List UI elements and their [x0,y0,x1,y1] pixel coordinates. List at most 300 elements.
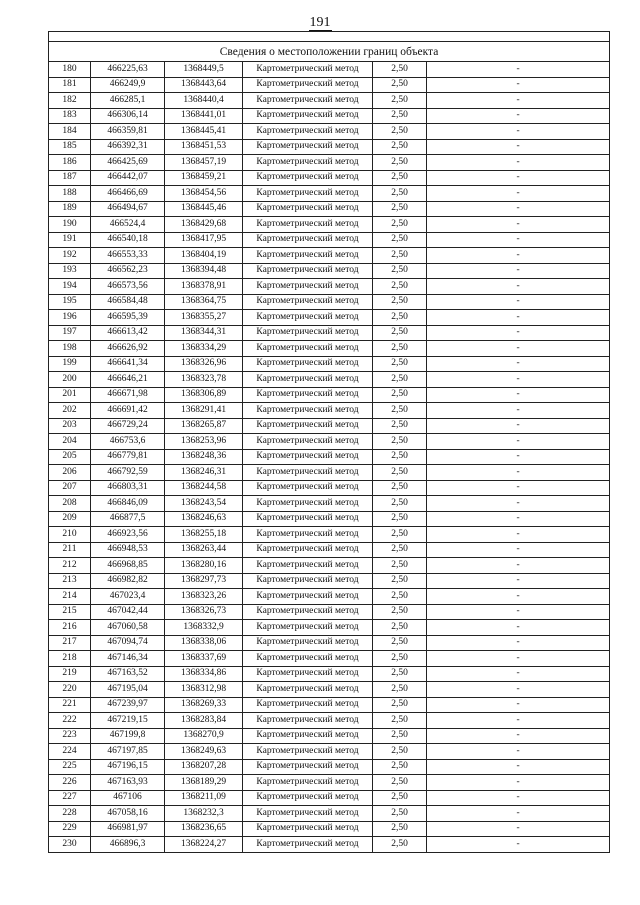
y-coordinate-cell: 1368440,4 [165,93,243,109]
y-coordinate-cell: 1368189,29 [165,775,243,791]
y-coordinate-cell: 1368269,33 [165,697,243,713]
x-coordinate-cell: 466425,69 [91,155,165,171]
description-cell: - [427,155,610,171]
method-cell: Картометрический метод [243,387,373,403]
table-row [49,542,610,558]
x-coordinate-cell: 467219,15 [91,713,165,729]
y-coordinate-cell: 1368429,68 [165,217,243,233]
y-coordinate-cell: 1368263,44 [165,542,243,558]
method-cell: Картометрический метод [243,217,373,233]
y-coordinate-cell: 1368449,5 [165,62,243,78]
y-coordinate-cell: 1368253,96 [165,434,243,450]
table-row [49,263,610,279]
accuracy-cell: 2,50 [373,403,427,419]
y-coordinate-cell: 1368417,95 [165,232,243,248]
table-row [49,108,610,124]
description-cell: - [427,806,610,822]
x-coordinate-cell: 466846,09 [91,496,165,512]
description-cell: - [427,434,610,450]
accuracy-cell: 2,50 [373,93,427,109]
method-cell: Картометрический метод [243,155,373,171]
method-cell: Картометрический метод [243,651,373,667]
y-coordinate-cell: 1368457,19 [165,155,243,171]
table-row [49,387,610,403]
accuracy-cell: 2,50 [373,248,427,264]
description-cell: - [427,217,610,233]
x-coordinate-cell: 466877,5 [91,511,165,527]
accuracy-cell: 2,50 [373,511,427,527]
table-row [49,232,610,248]
y-coordinate-cell: 1368243,54 [165,496,243,512]
point-number-cell: 189 [49,201,91,217]
table-row [49,372,610,388]
y-coordinate-cell: 1368326,96 [165,356,243,372]
accuracy-cell: 2,50 [373,294,427,310]
method-cell: Картометрический метод [243,186,373,202]
x-coordinate-cell: 466494,67 [91,201,165,217]
description-cell: - [427,775,610,791]
y-coordinate-cell: 1368378,91 [165,279,243,295]
method-cell: Картометрический метод [243,837,373,853]
description-cell: - [427,170,610,186]
description-cell: - [427,325,610,341]
y-coordinate-cell: 1368248,36 [165,449,243,465]
y-coordinate-cell: 1368249,63 [165,744,243,760]
table-row [49,356,610,372]
method-cell: Картометрический метод [243,682,373,698]
x-coordinate-cell: 466573,56 [91,279,165,295]
y-coordinate-cell: 1368312,98 [165,682,243,698]
method-cell: Картометрический метод [243,573,373,589]
accuracy-cell: 2,50 [373,387,427,403]
method-cell: Картометрический метод [243,589,373,605]
table-row [49,837,610,853]
table-row [49,821,610,837]
point-number-cell: 186 [49,155,91,171]
method-cell: Картометрический метод [243,372,373,388]
accuracy-cell: 2,50 [373,790,427,806]
x-coordinate-cell: 467106 [91,790,165,806]
y-coordinate-cell: 1368323,78 [165,372,243,388]
description-cell: - [427,387,610,403]
point-number-cell: 213 [49,573,91,589]
accuracy-cell: 2,50 [373,775,427,791]
table-row [49,573,610,589]
method-cell: Картометрический метод [243,527,373,543]
method-cell: Картометрический метод [243,697,373,713]
x-coordinate-cell: 466923,56 [91,527,165,543]
accuracy-cell: 2,50 [373,821,427,837]
description-cell: - [427,108,610,124]
table-row [49,186,610,202]
method-cell: Картометрический метод [243,511,373,527]
x-coordinate-cell: 466691,42 [91,403,165,419]
x-coordinate-cell: 466225,63 [91,62,165,78]
accuracy-cell: 2,50 [373,186,427,202]
table-top-band [49,32,610,42]
description-cell: - [427,139,610,155]
method-cell: Картометрический метод [243,93,373,109]
point-number-cell: 222 [49,713,91,729]
x-coordinate-cell: 467197,85 [91,744,165,760]
point-number-cell: 209 [49,511,91,527]
accuracy-cell: 2,50 [373,682,427,698]
method-cell: Картометрический метод [243,170,373,186]
accuracy-cell: 2,50 [373,279,427,295]
accuracy-cell: 2,50 [373,155,427,171]
point-number-cell: 193 [49,263,91,279]
description-cell: - [427,558,610,574]
point-number-cell: 201 [49,387,91,403]
x-coordinate-cell: 466948,53 [91,542,165,558]
point-number-cell: 208 [49,496,91,512]
table-row [49,790,610,806]
page-number-text: 191 [309,15,331,30]
accuracy-cell: 2,50 [373,356,427,372]
accuracy-cell: 2,50 [373,558,427,574]
description-cell: - [427,248,610,264]
method-cell: Картометрический метод [243,418,373,434]
y-coordinate-cell: 1368334,86 [165,666,243,682]
x-coordinate-cell: 467163,52 [91,666,165,682]
description-cell: - [427,403,610,419]
description-cell: - [427,837,610,853]
table-row [49,403,610,419]
y-coordinate-cell: 1368459,21 [165,170,243,186]
point-number-cell: 214 [49,589,91,605]
accuracy-cell: 2,50 [373,651,427,667]
y-coordinate-cell: 1368283,84 [165,713,243,729]
table-row [49,139,610,155]
accuracy-cell: 2,50 [373,604,427,620]
description-cell: - [427,744,610,760]
point-number-cell: 202 [49,403,91,419]
x-coordinate-cell: 466442,07 [91,170,165,186]
description-cell: - [427,682,610,698]
point-number-cell: 181 [49,77,91,93]
point-number-cell: 199 [49,356,91,372]
point-number-cell: 192 [49,248,91,264]
method-cell: Картометрический метод [243,542,373,558]
method-cell: Картометрический метод [243,635,373,651]
y-coordinate-cell: 1368244,58 [165,480,243,496]
point-number-cell: 195 [49,294,91,310]
point-number-cell: 206 [49,465,91,481]
point-number-cell: 184 [49,124,91,140]
point-number-cell: 220 [49,682,91,698]
point-number-cell: 229 [49,821,91,837]
x-coordinate-cell: 467058,16 [91,806,165,822]
method-cell: Картометрический метод [243,759,373,775]
y-coordinate-cell: 1368355,27 [165,310,243,326]
x-coordinate-cell: 466803,31 [91,480,165,496]
accuracy-cell: 2,50 [373,341,427,357]
table-row [49,620,610,636]
x-coordinate-cell: 467163,93 [91,775,165,791]
y-coordinate-cell: 1368207,28 [165,759,243,775]
accuracy-cell: 2,50 [373,573,427,589]
table-row [49,759,610,775]
table-row [49,77,610,93]
table-row [49,248,610,264]
x-coordinate-cell: 466540,18 [91,232,165,248]
method-cell: Картометрический метод [243,356,373,372]
y-coordinate-cell: 1368332,9 [165,620,243,636]
method-cell: Картометрический метод [243,341,373,357]
accuracy-cell: 2,50 [373,527,427,543]
y-coordinate-cell: 1368306,89 [165,387,243,403]
method-cell: Картометрический метод [243,620,373,636]
description-cell: - [427,263,610,279]
x-coordinate-cell: 466671,98 [91,387,165,403]
point-number-cell: 190 [49,217,91,233]
description-cell: - [427,341,610,357]
x-coordinate-cell: 466626,92 [91,341,165,357]
table-row [49,558,610,574]
point-number-cell: 216 [49,620,91,636]
table-row [49,682,610,698]
x-coordinate-cell: 467239,97 [91,697,165,713]
accuracy-cell: 2,50 [373,635,427,651]
point-number-cell: 211 [49,542,91,558]
y-coordinate-cell: 1368334,29 [165,341,243,357]
method-cell: Картометрический метод [243,232,373,248]
method-cell: Картометрический метод [243,728,373,744]
x-coordinate-cell: 466595,39 [91,310,165,326]
accuracy-cell: 2,50 [373,232,427,248]
point-number-cell: 230 [49,837,91,853]
description-cell: - [427,651,610,667]
x-coordinate-cell: 466524,4 [91,217,165,233]
table-row [49,527,610,543]
table-title-row [49,42,610,62]
method-cell: Картометрический метод [243,496,373,512]
table-row [49,155,610,171]
x-coordinate-cell: 467146,34 [91,651,165,667]
table-row [49,651,610,667]
x-coordinate-cell: 466896,3 [91,837,165,853]
x-coordinate-cell: 466249,9 [91,77,165,93]
y-coordinate-cell: 1368246,63 [165,511,243,527]
page-number [0,15,640,31]
description-cell: - [427,496,610,512]
y-coordinate-cell: 1368265,87 [165,418,243,434]
y-coordinate-cell: 1368394,48 [165,263,243,279]
y-coordinate-cell: 1368443,64 [165,77,243,93]
table-row [49,294,610,310]
y-coordinate-cell: 1368451,53 [165,139,243,155]
accuracy-cell: 2,50 [373,496,427,512]
x-coordinate-cell: 466466,69 [91,186,165,202]
description-cell: - [427,527,610,543]
y-coordinate-cell: 1368338,06 [165,635,243,651]
description-cell: - [427,511,610,527]
accuracy-cell: 2,50 [373,713,427,729]
table-row [49,170,610,186]
method-cell: Картометрический метод [243,294,373,310]
method-cell: Картометрический метод [243,62,373,78]
x-coordinate-cell: 466584,48 [91,294,165,310]
x-coordinate-cell: 466562,23 [91,263,165,279]
method-cell: Картометрический метод [243,108,373,124]
method-cell: Картометрический метод [243,713,373,729]
description-cell: - [427,93,610,109]
method-cell: Картометрический метод [243,465,373,481]
table-row [49,279,610,295]
accuracy-cell: 2,50 [373,418,427,434]
point-number-cell: 196 [49,310,91,326]
accuracy-cell: 2,50 [373,759,427,775]
accuracy-cell: 2,50 [373,325,427,341]
accuracy-cell: 2,50 [373,728,427,744]
accuracy-cell: 2,50 [373,263,427,279]
description-cell: - [427,356,610,372]
method-cell: Картометрический метод [243,77,373,93]
accuracy-cell: 2,50 [373,201,427,217]
table-row [49,62,610,78]
y-coordinate-cell: 1368255,18 [165,527,243,543]
description-cell: - [427,62,610,78]
description-cell: - [427,372,610,388]
accuracy-cell: 2,50 [373,806,427,822]
y-coordinate-cell: 1368441,01 [165,108,243,124]
description-cell: - [427,279,610,295]
point-number-cell: 198 [49,341,91,357]
table-row [49,806,610,822]
description-cell: - [427,821,610,837]
x-coordinate-cell: 466306,14 [91,108,165,124]
method-cell: Картометрический метод [243,558,373,574]
point-number-cell: 219 [49,666,91,682]
x-coordinate-cell: 466729,24 [91,418,165,434]
x-coordinate-cell: 466779,81 [91,449,165,465]
table-row [49,93,610,109]
table-row [49,434,610,450]
accuracy-cell: 2,50 [373,124,427,140]
y-coordinate-cell: 1368270,9 [165,728,243,744]
point-number-cell: 191 [49,232,91,248]
point-number-cell: 228 [49,806,91,822]
x-coordinate-cell: 466646,21 [91,372,165,388]
y-coordinate-cell: 1368337,69 [165,651,243,667]
point-number-cell: 182 [49,93,91,109]
table-row [49,666,610,682]
point-number-cell: 221 [49,697,91,713]
point-number-cell: 223 [49,728,91,744]
y-coordinate-cell: 1368211,09 [165,790,243,806]
point-number-cell: 200 [49,372,91,388]
description-cell: - [427,418,610,434]
accuracy-cell: 2,50 [373,434,427,450]
point-number-cell: 205 [49,449,91,465]
x-coordinate-cell: 466982,82 [91,573,165,589]
x-coordinate-cell: 467195,04 [91,682,165,698]
method-cell: Картометрический метод [243,604,373,620]
boundary-coordinates-table [48,31,610,853]
point-number-cell: 226 [49,775,91,791]
description-cell: - [427,124,610,140]
table-row [49,418,610,434]
x-coordinate-cell: 466981,97 [91,821,165,837]
point-number-cell: 180 [49,62,91,78]
x-coordinate-cell: 466613,42 [91,325,165,341]
description-cell: - [427,465,610,481]
table-row [49,217,610,233]
point-number-cell: 183 [49,108,91,124]
accuracy-cell: 2,50 [373,480,427,496]
x-coordinate-cell: 466285,1 [91,93,165,109]
method-cell: Картометрический метод [243,790,373,806]
description-cell: - [427,666,610,682]
method-cell: Картометрический метод [243,201,373,217]
point-number-cell: 185 [49,139,91,155]
description-cell: - [427,186,610,202]
point-number-cell: 215 [49,604,91,620]
description-cell: - [427,232,610,248]
accuracy-cell: 2,50 [373,744,427,760]
table-row [49,124,610,140]
x-coordinate-cell: 466392,31 [91,139,165,155]
description-cell: - [427,790,610,806]
point-number-cell: 225 [49,759,91,775]
accuracy-cell: 2,50 [373,108,427,124]
description-cell: - [427,542,610,558]
accuracy-cell: 2,50 [373,217,427,233]
table-row [49,310,610,326]
point-number-cell: 203 [49,418,91,434]
accuracy-cell: 2,50 [373,310,427,326]
x-coordinate-cell: 466968,85 [91,558,165,574]
description-cell: - [427,294,610,310]
description-cell: - [427,604,610,620]
method-cell: Картометрический метод [243,310,373,326]
method-cell: Картометрический метод [243,403,373,419]
description-cell: - [427,310,610,326]
y-coordinate-cell: 1368236,65 [165,821,243,837]
x-coordinate-cell: 466753,6 [91,434,165,450]
table-row [49,449,610,465]
table-row [49,775,610,791]
y-coordinate-cell: 1368364,75 [165,294,243,310]
y-coordinate-cell: 1368344,31 [165,325,243,341]
y-coordinate-cell: 1368445,41 [165,124,243,140]
point-number-cell: 212 [49,558,91,574]
table-row [49,511,610,527]
description-cell: - [427,201,610,217]
accuracy-cell: 2,50 [373,170,427,186]
description-cell: - [427,728,610,744]
method-cell: Картометрический метод [243,139,373,155]
y-coordinate-cell: 1368224,27 [165,837,243,853]
x-coordinate-cell: 467023,4 [91,589,165,605]
point-number-cell: 217 [49,635,91,651]
table-row [49,341,610,357]
method-cell: Картометрический метод [243,248,373,264]
method-cell: Картометрический метод [243,263,373,279]
table-row [49,697,610,713]
method-cell: Картометрический метод [243,325,373,341]
point-number-cell: 218 [49,651,91,667]
table-row [49,496,610,512]
y-coordinate-cell: 1368297,73 [165,573,243,589]
y-coordinate-cell: 1368280,16 [165,558,243,574]
y-coordinate-cell: 1368404,19 [165,248,243,264]
table-row [49,713,610,729]
table-row [49,325,610,341]
accuracy-cell: 2,50 [373,666,427,682]
point-number-cell: 224 [49,744,91,760]
point-number-cell: 207 [49,480,91,496]
